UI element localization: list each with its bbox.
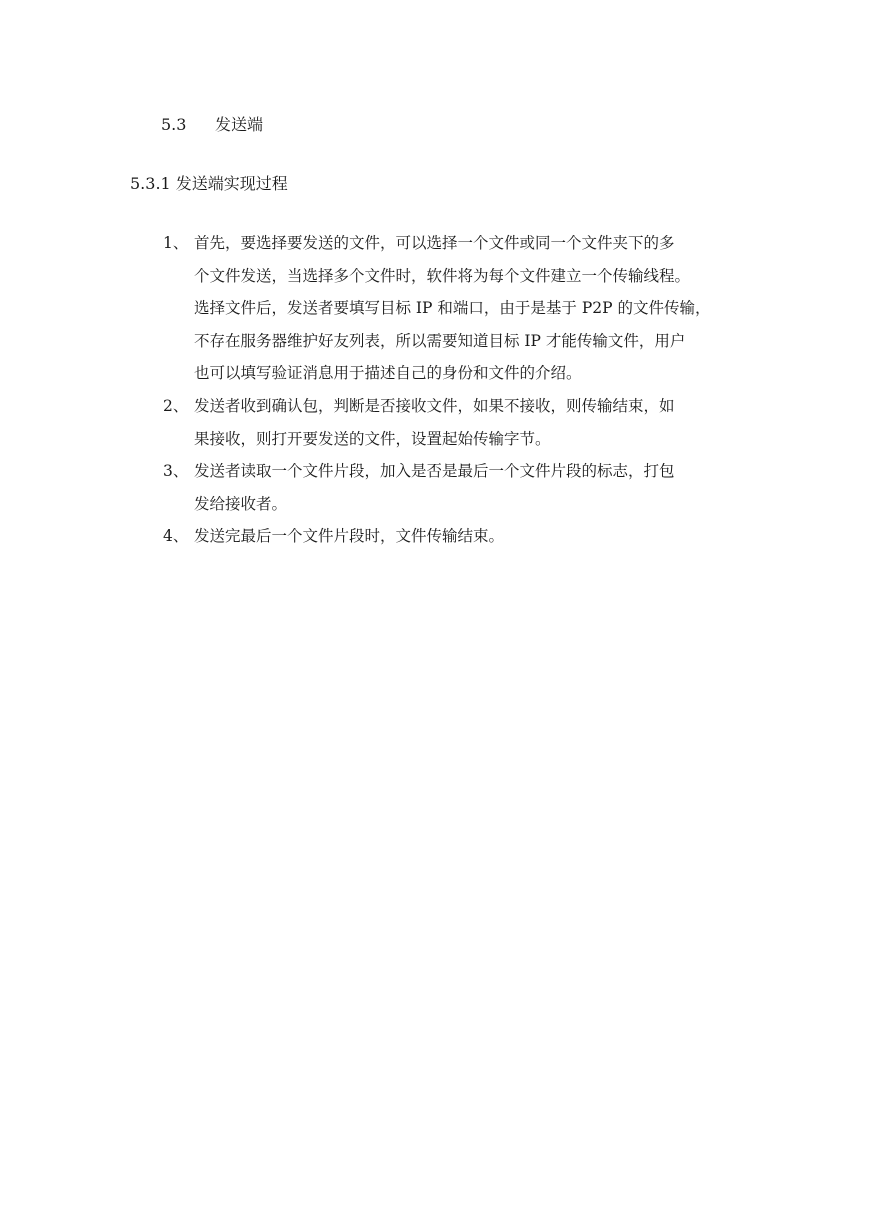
section-number: 5.3 <box>161 115 187 134</box>
step-text-line: 发给接收者。 <box>194 494 288 513</box>
step-text-line: 个文件发送，当选择多个文件时，软件将为每个文件建立一个传输线程。 <box>194 266 691 285</box>
step-item <box>163 520 743 553</box>
step-text-line: 选择文件后，发送者要填写目标 IP 和端口，由于是基于 P2P 的文件传输， <box>194 299 711 318</box>
step-marker: 4、 <box>163 527 189 546</box>
section-heading <box>161 114 263 136</box>
step-text-line: 果接收，则打开要发送的文件，设置起始传输字节。 <box>194 429 551 448</box>
step-text-line: 首先，要选择要发送的文件，可以选择一个文件或同一个文件夹下的多 <box>194 234 675 252</box>
step-item <box>163 390 743 455</box>
subsection-heading: 5.3.1 发送端实现过程 <box>130 174 288 193</box>
step-list <box>163 227 743 553</box>
step-item <box>163 227 743 390</box>
section-title: 发送端 <box>215 115 264 134</box>
step-text-line: 发送者收到确认包，判断是否接收文件，如果不接收，则传输结束，如 <box>194 396 675 415</box>
step-marker: 2、 <box>163 396 189 415</box>
step-text-line: 发送者读取一个文件片段，加入是否是最后一个文件片段的标志，打包 <box>194 462 675 481</box>
step-text-line: 发送完最后一个文件片段时，文件传输结束。 <box>194 527 505 546</box>
step-text-line: 不存在服务器维护好友列表，所以需要知道目标 IP 才能传输文件，用户 <box>194 331 686 350</box>
step-marker: 3、 <box>163 462 189 481</box>
step-text-line: 也可以填写验证消息用于描述自己的身份和文件的介绍。 <box>194 364 582 383</box>
step-marker: 1、 <box>163 234 189 252</box>
step-item <box>163 455 743 520</box>
